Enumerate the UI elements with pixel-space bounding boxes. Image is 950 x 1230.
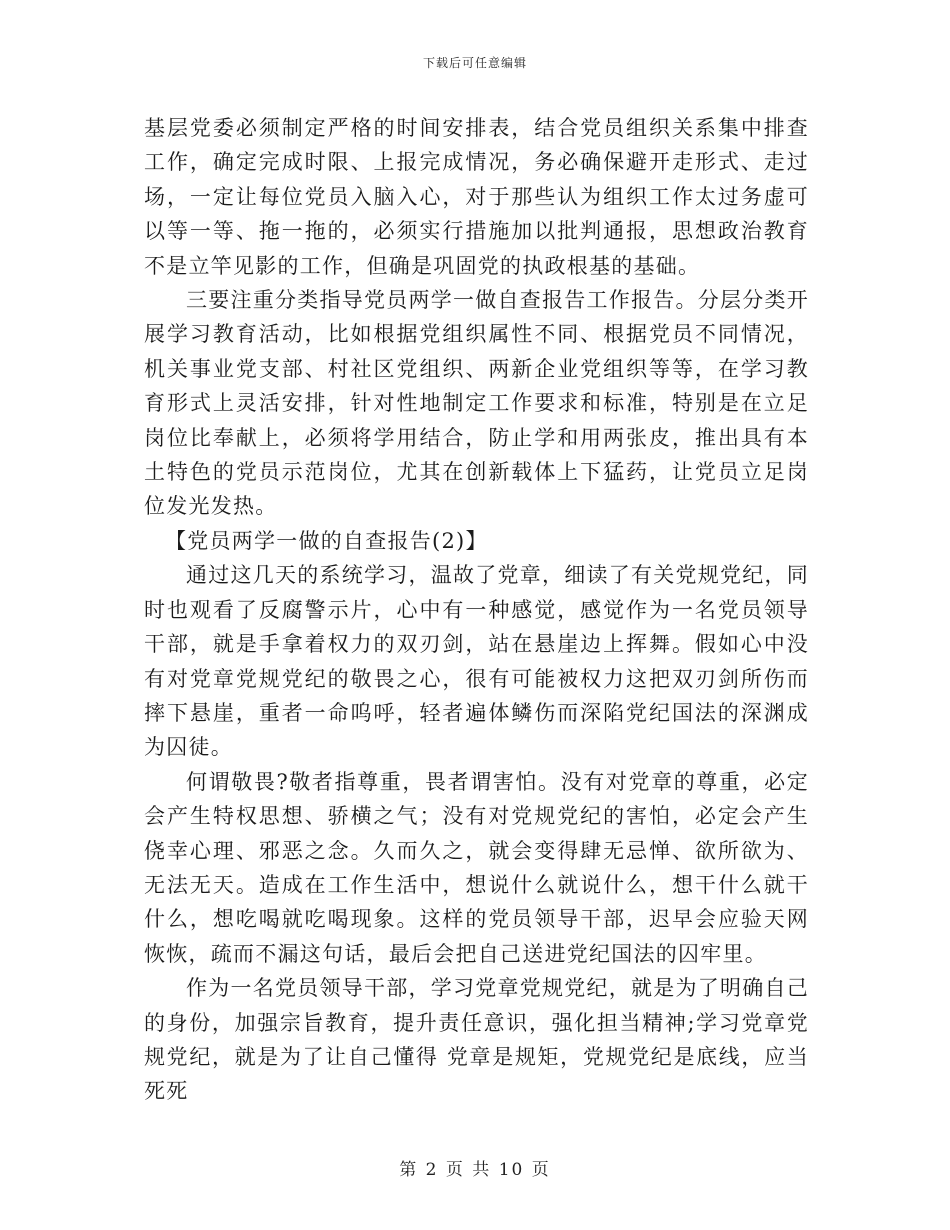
section-heading: 【党员两学一做的自查报告(2)】 bbox=[165, 528, 488, 553]
document-body bbox=[144, 111, 809, 1109]
page-header: 下载后可任意编辑 bbox=[422, 56, 527, 70]
paragraph-leader-duty: 作为一名党员领导干部，学习党章党规党纪，就是为了明确自己的身份，加强宗旨教育，提升责任意识，强化担当精神;学习党章党规党纪，就是为了让自己懂得 党章是规矩，党规党纪是底线，应当死死 bbox=[144, 976, 809, 1104]
page-number: 第 2 页 共 10 页 bbox=[399, 1160, 551, 1180]
paragraph-classified-guidance: 三要注重分类指导党员两学一做自查报告工作报告。分层分类开展学习教育活动，比如根据党组织属性不同、根据党员不同情况，机关事业党支部、村社区党组织、两新企业党组织等等，在学习教育形式上灵活安排，针对性地制定工作要求和标准，特别是在立足岗位比奉献上，必须将学用结合，防止学和用两张皮，推出具有本土特色的党员示范岗位，尤其在创新载体上下猛药，让党员立足岗位发光发热。 bbox=[144, 288, 809, 519]
paragraph-reverence: 何谓敬畏?敬者指尊重，畏者谓害怕。没有对党章的尊重，必定会产生特权思想、骄横之气；没有对党规党纪的害怕，必定会产生侥幸心理、邪恶之念。久而久之，就会变得肆无忌惮、欲所欲为、无法无天。造成在工作生活中，想说什么就说什么，想干什么就干什么，想吃喝就吃喝现象。这样的党员领导干部，迟早会应验天网恢恢，疏而不漏这句话，最后会把自己送进党纪国法的囚牢里。 bbox=[144, 769, 809, 966]
paragraph-study-reflection: 通过这几天的系统学习，温故了党章，细读了有关党规党纪，同时也观看了反腐警示片，心中有一种感觉，感觉作为一名党员领导干部，就是手拿着权力的双刃剑，站在悬崖边上挥舞。假如心中没有对党章党规党纪的敬畏之心，很有可能被权力这把双刃剑所伤而摔下悬崖，重者一命呜呼，轻者遍体鳞伤而深陷党纪国法的深渊成为囚徒。 bbox=[144, 563, 809, 760]
paragraph-continued: 基层党委必须制定严格的时间安排表，结合党员组织关系集中排查工作，确定完成时限、上报完成情况，务必确保避开走形式、走过场，一定让每位党员入脑入心，对于那些认为组织工作太过务虚可以等一等、拖一拖的，必须实行措施加以批判通报，思想政治教育不是立竿见影的工作，但确是巩固党的执政根基的基础。 bbox=[144, 116, 809, 278]
